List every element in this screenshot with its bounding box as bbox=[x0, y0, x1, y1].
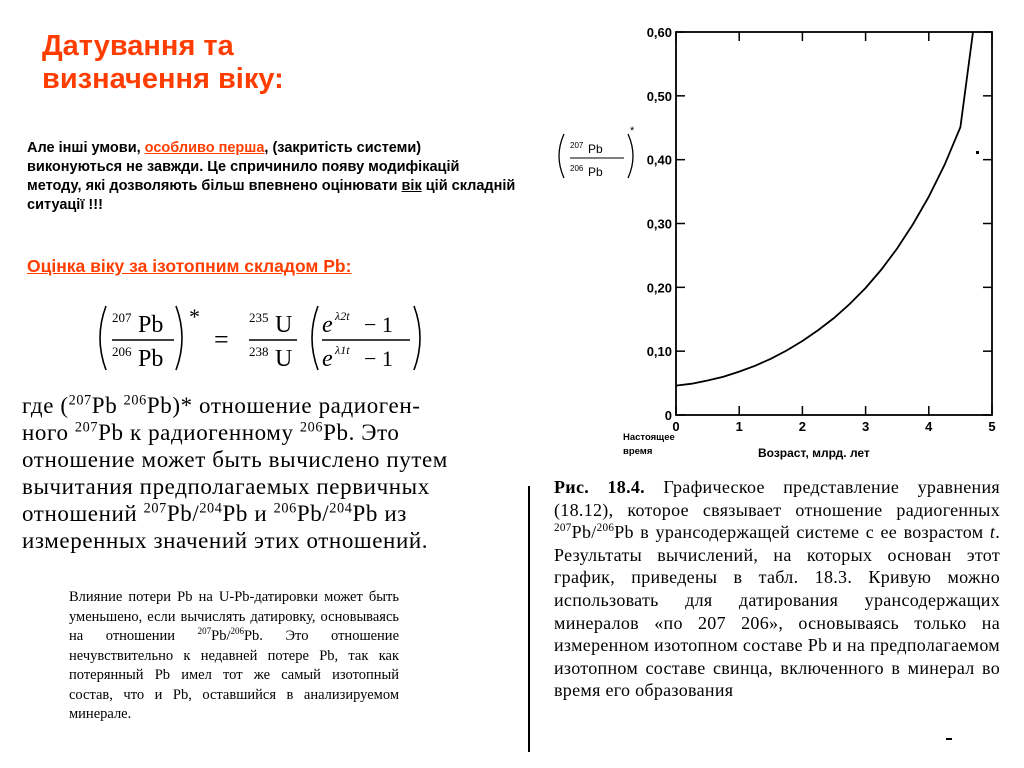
x-tick-label: 4 bbox=[925, 419, 933, 434]
rhs-den-tail: − 1 bbox=[364, 346, 393, 371]
subheading[interactable]: Оцінка віку за ізотопним складом Pb: bbox=[27, 256, 352, 276]
y-axis-label bbox=[559, 125, 635, 179]
mid-num: U bbox=[275, 312, 293, 338]
intro-paragraph bbox=[27, 139, 517, 215]
y-tick-label: 0 bbox=[664, 408, 672, 423]
intro-text-middle: , (закритість системи) виконуються не завжди. Це спричинило появу модифікацій методу, які дозволяють більш впевнено оцінювати bbox=[27, 140, 460, 194]
y-label-num: Pb bbox=[588, 142, 603, 156]
y-tick-label: 0,60 bbox=[646, 25, 672, 40]
scan-edge-line bbox=[528, 486, 530, 752]
y-label-den-sup: 206 bbox=[570, 164, 584, 173]
mid-den: U bbox=[275, 346, 293, 372]
rhs-den-exp: λ1t bbox=[335, 343, 350, 357]
y-label-num-sup: 207 bbox=[570, 141, 584, 150]
y-label-den: Pb bbox=[588, 165, 603, 179]
y-tick-label: 0,50 bbox=[646, 88, 672, 104]
lhs-den-sup: 206 bbox=[112, 344, 132, 359]
scan-speck bbox=[946, 738, 952, 740]
scanned-text-pb-loss: Влияние потери Pb на U-Pb-датировки может быть уменьшено, если вычислять датировку, основываясь на отношении $^{207}$Pb/$^{206}$Pb. Это отношение нечувствительно к недавней потере Pb, так как потерянный Pb имел тот же самый изотопный состав, что и Pb, оставшийся в анализируемом минерале. bbox=[69, 589, 400, 722]
intro-highlight-link[interactable]: особливо перша bbox=[144, 140, 265, 156]
scan-dot bbox=[976, 151, 979, 154]
figure-caption: Рис. 18.4. Графическое представление уравнения (18.12), которое связывает отношение радиогенных $^{207}$Pb/$^{206}$Pb в урансодержащей системе с ее возрастом t. Результаты вычислений, на которых основан этот график, приведены в табл. 18.3. Кривую можно использовать для датирования урансодержащих минералов «по 207 206», основываясь только на измеренном изотопном составе Pb и на предполагаемом изотопном составе свинца, включенного в минерал во время его образования bbox=[554, 477, 1000, 701]
formula-star: * bbox=[189, 304, 200, 329]
x-axis-label: Возраст, млрд. лет bbox=[758, 446, 870, 460]
x-tick-label: 2 bbox=[798, 419, 807, 434]
lhs-num-sup: 207 bbox=[112, 310, 132, 325]
pb-ratio-curve bbox=[676, 32, 973, 386]
y-label-star: * bbox=[630, 125, 635, 137]
mid-den-sup: 238 bbox=[249, 344, 269, 359]
lhs-num: Pb bbox=[138, 312, 164, 338]
rhs-den-e: e bbox=[322, 346, 333, 372]
x-tick-label: 1 bbox=[735, 419, 743, 434]
y-tick-label: 0,10 bbox=[646, 344, 672, 360]
scan1-line-2: ного $^{207}$Pb к радиогенному $^{206}$Pb. Это bbox=[22, 419, 400, 445]
x-origin-label-line-1: Настоящее bbox=[623, 432, 675, 443]
slide-title: Датування та визначення віку: bbox=[42, 30, 284, 95]
scan1-line-6: измеренных значений этих отношений. bbox=[22, 528, 429, 553]
rhs-num-e: e bbox=[322, 312, 333, 338]
ratio-formula bbox=[92, 298, 432, 378]
scan1-line-4: вычитания предполагаемых первичных bbox=[22, 474, 430, 499]
y-tick-label: 0,20 bbox=[646, 280, 672, 296]
rhs-num-exp: λ2t bbox=[335, 309, 350, 323]
intro-underlined-word: вік bbox=[401, 178, 422, 194]
pb-ratio-age-chart bbox=[548, 18, 1008, 468]
x-tick-label: 3 bbox=[861, 419, 870, 434]
mid-num-sup: 235 bbox=[249, 310, 269, 325]
x-tick-label: 5 bbox=[988, 419, 996, 434]
scanned-text-ratio-definition bbox=[22, 392, 518, 554]
y-tick-label: 0,40 bbox=[646, 152, 672, 168]
intro-text-end: цій складній ситуації !!! bbox=[27, 178, 516, 213]
x-origin-label-line-2: время bbox=[623, 446, 653, 457]
formula-equals: = bbox=[214, 325, 229, 354]
scan1-line-1: где ($^{207}$Pb $^{206}$Pb)* отношение радиоген- bbox=[22, 392, 421, 418]
scan1-line-5: отношений $^{207}$Pb/$^{204}$Pb и $^{206}$Pb/$^{204}$Pb из bbox=[22, 500, 407, 526]
plot-frame bbox=[676, 32, 992, 415]
y-tick-label: 0,30 bbox=[646, 216, 672, 232]
x-tick-label: 0 bbox=[672, 419, 680, 434]
intro-text-start: Але інші умови, bbox=[27, 140, 145, 156]
rhs-num-tail: − 1 bbox=[364, 312, 393, 337]
scan1-line-3: отношение может быть вычислено путем bbox=[22, 447, 448, 472]
lhs-den: Pb bbox=[138, 346, 164, 372]
caption-label: Рис. 18.4. bbox=[554, 477, 645, 497]
